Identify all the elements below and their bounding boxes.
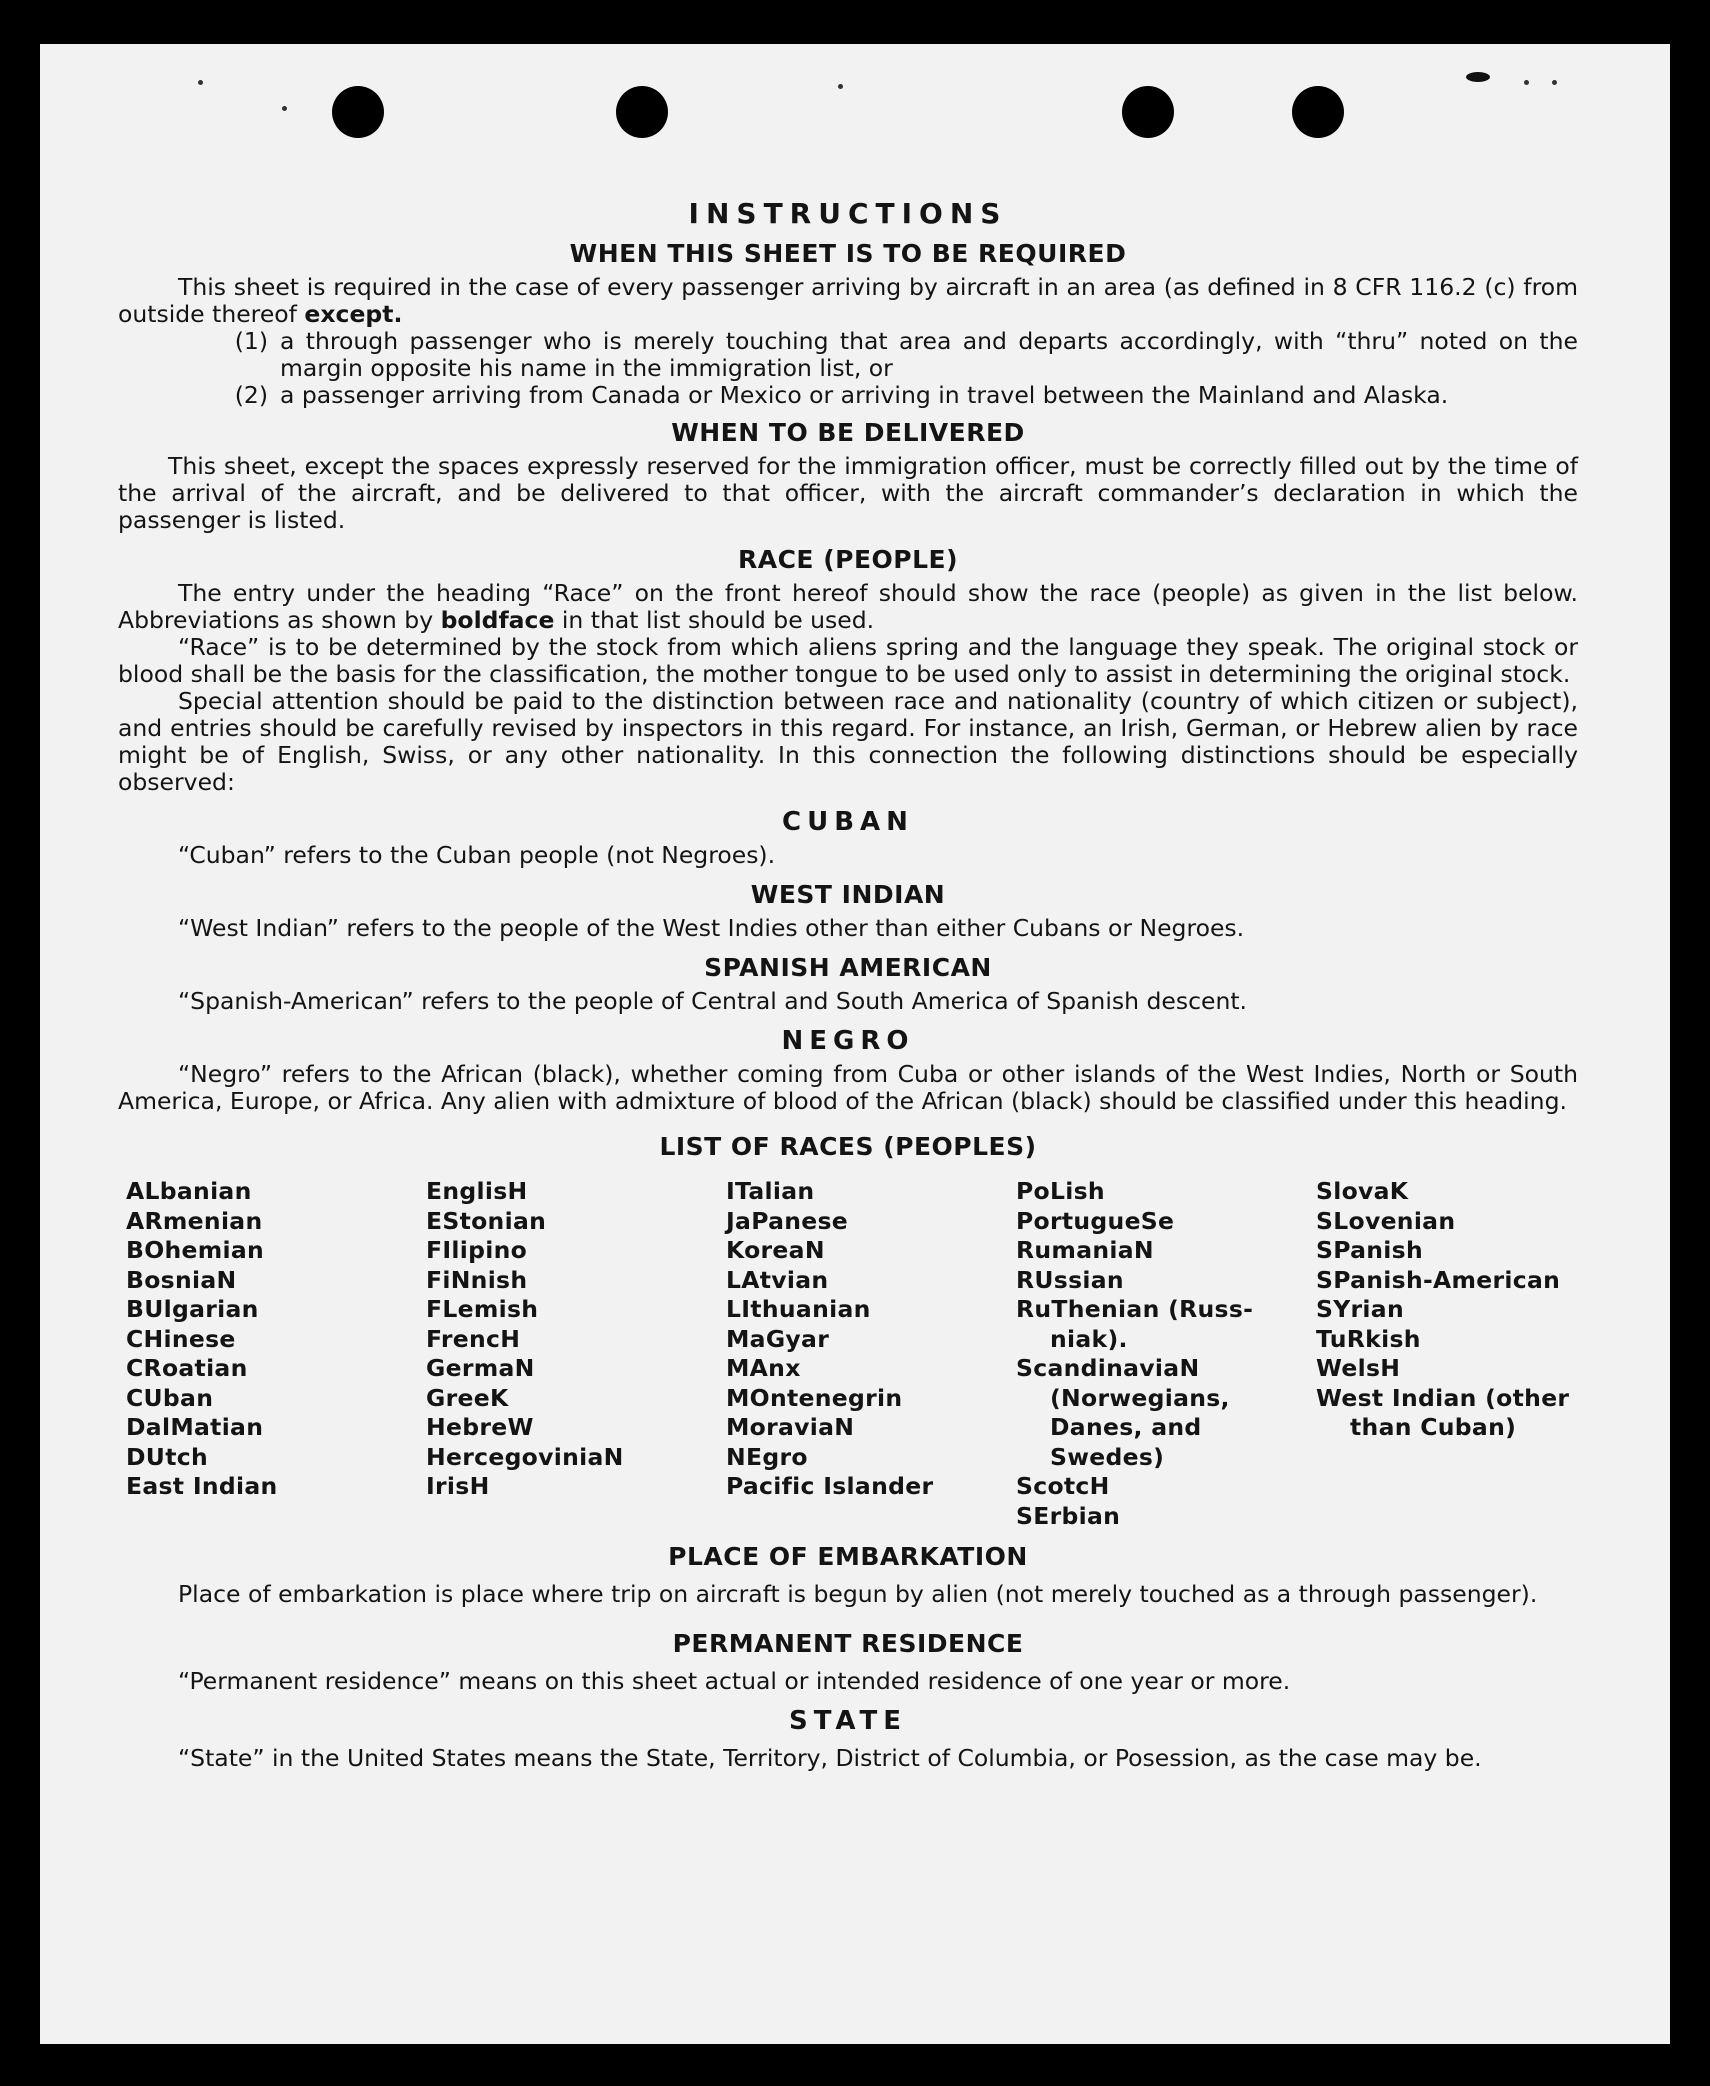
race-entry: MaGyar — [726, 1324, 830, 1353]
emphasis-text: except. — [304, 300, 403, 328]
paragraph-text: The entry under the heading “Race” on the front hereof should show the race (people) as given in the list below. Abbreviations as shown by — [118, 579, 1578, 634]
section-heading: RACE (PEOPLE) — [737, 545, 959, 574]
paragraph — [118, 274, 1578, 328]
section-heading: LIST OF RACES (PEOPLES) — [659, 1132, 1037, 1161]
speck — [1466, 72, 1490, 82]
race-entry: SLovenian — [1316, 1206, 1456, 1235]
race-entry: RUssian — [1016, 1265, 1124, 1294]
race-entry: JaPanese — [726, 1206, 849, 1235]
race-entry: GermaN — [426, 1354, 535, 1382]
race-entry: SPanish — [1316, 1236, 1423, 1264]
section-cuban — [118, 802, 1578, 869]
races-list — [118, 1177, 1578, 1531]
race-entry: SPanish-American — [1316, 1265, 1561, 1294]
race-entry: PoLish — [1016, 1177, 1105, 1205]
race-entry: NEgro — [726, 1442, 808, 1471]
punch-hole — [616, 86, 668, 138]
race-entry: (Norwegians, — [1050, 1383, 1230, 1412]
section-heading: NEGRO — [781, 1026, 915, 1056]
race-entry: EnglisH — [426, 1177, 528, 1205]
section-negro — [118, 1021, 1578, 1115]
paragraph: “Permanent residence” means on this sheet actual or intended residence of one year or more. — [178, 1667, 1291, 1695]
race-entry: Swedes) — [1050, 1442, 1165, 1471]
paragraph: “Spanish-American” refers to the people of Central and South America of Spanish descent. — [178, 987, 1248, 1015]
section-state — [118, 1701, 1578, 1772]
race-entry: IrisH — [426, 1472, 490, 1500]
race-entry: TuRkish — [1316, 1324, 1421, 1353]
section-heading: WHEN THIS SHEET IS TO BE REQUIRED — [569, 239, 1127, 268]
section-heading: PERMANENT RESIDENCE — [672, 1629, 1024, 1658]
section-race — [118, 540, 1578, 796]
speck — [1552, 80, 1557, 85]
race-entry: than Cuban) — [1350, 1413, 1517, 1441]
section-heading: PLACE OF EMBARKATION — [668, 1542, 1028, 1571]
speck — [198, 80, 203, 85]
section-spanish-american — [118, 948, 1578, 1015]
race-entry: Danes, and — [1050, 1413, 1202, 1441]
race-entry: BUlgarian — [126, 1295, 259, 1323]
race-entry: DUtch — [126, 1442, 208, 1471]
races-column — [726, 1177, 1016, 1531]
section-west-indian — [118, 875, 1578, 942]
race-entry: ITalian — [726, 1177, 815, 1205]
races-column — [126, 1177, 426, 1531]
paragraph: Special attention should be paid to the distinction between race and nationality (country of which citizen or subject), and entries should be carefully revised by inspectors in this regard. For instance, an Irish, German, or Hebrew alien by race might be of English, Swiss, or any other nationality. In this connection the following distinctions should be especially observed: — [118, 687, 1578, 796]
race-entry: West Indian (other — [1316, 1383, 1570, 1412]
race-entry: FiNnish — [426, 1265, 528, 1294]
race-entry: RumaniaN — [1016, 1236, 1154, 1264]
races-column — [426, 1177, 726, 1531]
section-list-of-races — [118, 1127, 1578, 1531]
paragraph-text: This sheet is required in the case of every passenger arriving by aircraft in an area (as defined in 8 CFR 116.2 (c) from outside thereof — [118, 273, 1578, 328]
section-heading: WHEN TO BE DELIVERED — [671, 418, 1025, 447]
list-text: a through passenger who is merely touching that area and departs accordingly, with “thru” noted on the margin opposite his name in the immigration list, or — [280, 327, 1578, 382]
race-entry: GreeK — [426, 1383, 509, 1412]
race-entry: MAnx — [726, 1354, 801, 1382]
list-item — [118, 328, 1578, 382]
race-entry: WelsH — [1316, 1354, 1401, 1382]
race-entry: East Indian — [126, 1472, 278, 1500]
paragraph: “West Indian” refers to the people of the West Indies other than either Cubans or Negroes. — [178, 914, 1245, 942]
list-text: a passenger arriving from Canada or Mexico or arriving in travel between the Mainland and Alaska. — [280, 381, 1449, 409]
race-entry: DalMatian — [126, 1413, 264, 1441]
paragraph — [118, 580, 1578, 634]
paragraph: “Negro” refers to the African (black), whether coming from Cuba or other islands of the West Indies, North or South America, Europe, or Africa. Any alien with admixture of blood of the African (black) should be classified under this heading. — [118, 1060, 1578, 1115]
race-entry: PortugueSe — [1016, 1206, 1175, 1235]
race-entry: FLemish — [426, 1295, 539, 1323]
punch-hole — [332, 86, 384, 138]
punch-hole — [1122, 86, 1174, 138]
race-entry: HebreW — [426, 1413, 534, 1441]
document-page — [40, 44, 1670, 2044]
race-entry: niak). — [1050, 1324, 1128, 1353]
list-number: (1) — [234, 327, 268, 355]
punch-hole — [1292, 86, 1344, 138]
paragraph-text: in that list should be used. — [561, 606, 875, 634]
race-entry: KoreaN — [726, 1236, 825, 1264]
races-column — [1316, 1177, 1576, 1531]
race-entry: ScotcH — [1016, 1472, 1110, 1500]
speck — [838, 84, 843, 89]
race-entry: HercegoviniaN — [426, 1442, 624, 1471]
race-entry: SlovaK — [1316, 1177, 1409, 1205]
section-when-required — [118, 234, 1578, 409]
race-entry: ScandinaviaN — [1016, 1354, 1200, 1382]
race-entry: SErbian — [1016, 1501, 1121, 1530]
paragraph: “Cuban” refers to the Cuban people (not Negroes). — [178, 841, 776, 869]
section-permanent-residence — [118, 1624, 1578, 1695]
race-entry: LIthuanian — [726, 1295, 871, 1323]
paragraph: “Race” is to be determined by the stock from which aliens spring and the language they speak. The original stock or blood shall be the basis for the classification, the mother tongue to be used only to assist in determining the original stock. — [118, 633, 1578, 688]
speck — [282, 106, 287, 111]
race-entry: CRoatian — [126, 1354, 248, 1382]
race-entry: RuThenian (Russ- — [1016, 1295, 1254, 1323]
race-entry: MoraviaN — [726, 1413, 855, 1441]
race-entry: CHinese — [126, 1324, 236, 1353]
race-entry: BOhemian — [126, 1236, 265, 1264]
list-number: (2) — [234, 381, 268, 409]
paragraph: “State” in the United States means the State, Territory, District of Columbia, or Posession, as the case may be. — [178, 1744, 1482, 1772]
section-heading: SPANISH AMERICAN — [704, 953, 992, 982]
race-entry: Pacific Islander — [726, 1472, 934, 1500]
race-entry: BosniaN — [126, 1265, 237, 1294]
section-place-of-embarkation — [118, 1537, 1578, 1608]
race-entry: MOntenegrin — [726, 1383, 903, 1412]
speck — [1524, 80, 1529, 85]
section-heading: STATE — [788, 1706, 908, 1736]
race-entry: FIlipino — [426, 1236, 528, 1264]
races-column — [1016, 1177, 1316, 1531]
paragraph: Place of embarkation is place where trip on aircraft is begun by alien (not merely touched as a through passenger). — [178, 1580, 1538, 1608]
document-title: INSTRUCTIONS — [688, 197, 1008, 230]
race-entry: ARmenian — [126, 1206, 263, 1235]
race-entry: CUban — [126, 1383, 214, 1412]
section-when-delivered — [118, 413, 1578, 534]
section-heading: WEST INDIAN — [750, 880, 946, 909]
race-entry: SYrian — [1316, 1295, 1404, 1323]
section-heading: CUBAN — [782, 807, 914, 837]
race-entry: EStonian — [426, 1206, 547, 1235]
paragraph: This sheet, except the spaces expressly reserved for the immigration officer, must be correctly filled out by the time of the arrival of the aircraft, and be delivered to that officer, with the aircraft commander’s declaration in which the passenger is listed. — [118, 452, 1578, 534]
list-item — [118, 382, 1578, 409]
race-entry: FrencH — [426, 1324, 521, 1353]
race-entry: ALbanian — [126, 1177, 252, 1205]
emphasis-text: boldface — [440, 606, 555, 634]
race-entry: LAtvian — [726, 1265, 829, 1294]
